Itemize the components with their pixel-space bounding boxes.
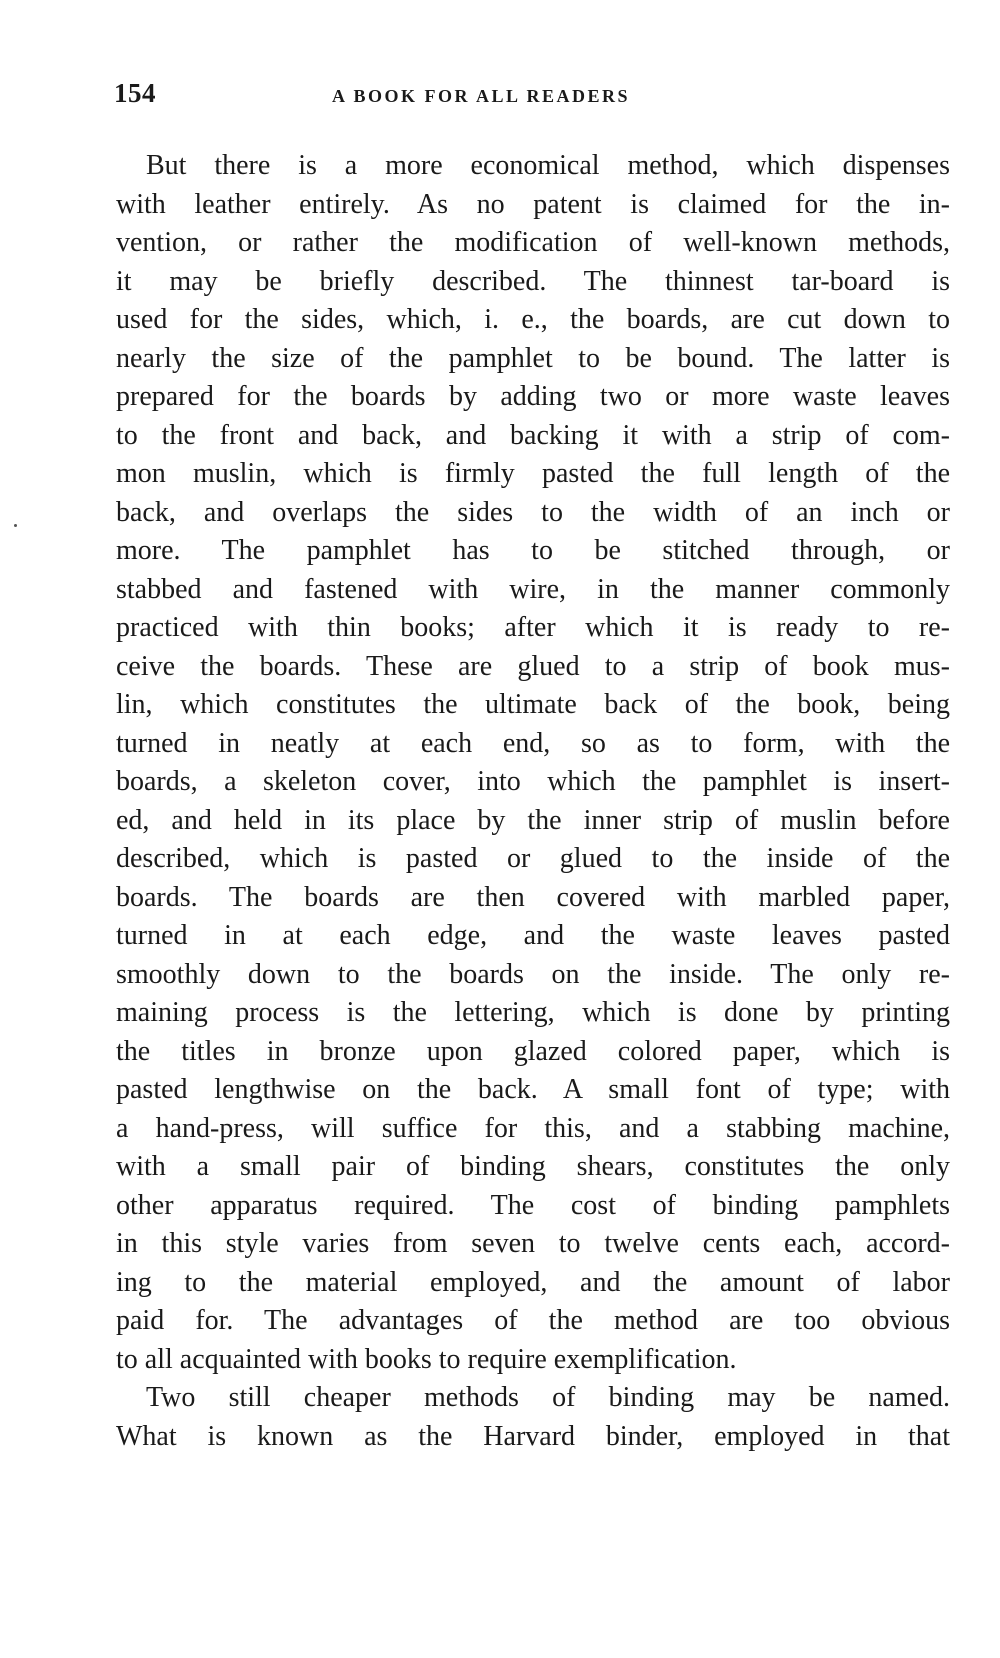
text-line: paid for. The advantages of the method are too obvious — [116, 1305, 950, 1336]
text-line: turned in neatly at each end, so as to form, with the — [116, 727, 950, 759]
text-line: described, which is pasted or glued to the inside of the — [116, 843, 950, 874]
text-line: pasted lengthwise on the back. A small font of type; with — [116, 1074, 950, 1105]
body-text — [116, 147, 950, 1456]
text-line: mon muslin, which is firmly pasted the full length of the — [116, 458, 950, 489]
text-line: stabbed and fastened with wire, in the manner commonly — [116, 573, 950, 605]
text-line: with a small pair of binding shears, constitutes the only — [116, 1151, 950, 1182]
text-line: vention, or rather the modification of well-known methods, — [116, 227, 950, 258]
text-line: with leather entirely. As no patent is claimed for the in- — [116, 188, 950, 220]
text-line: used for the sides, which, i. e., the boards, are cut down to — [116, 304, 950, 335]
text-line: maining process is the lettering, which is done by printing — [116, 997, 950, 1028]
text-line: But there is a more economical method, which dispenses — [146, 150, 950, 181]
text-line: back, and overlaps the sides to the width of an inch or — [116, 496, 950, 528]
running-title: A BOOK FOR ALL READERS — [332, 86, 631, 106]
paper-speck — [14, 524, 17, 527]
text-line: to all acquainted with books to require exemplification. — [116, 1343, 737, 1375]
text-line: in this style varies from seven to twelve cents each, accord- — [116, 1228, 950, 1259]
text-line: boards. The boards are then covered with marbled paper, — [116, 881, 950, 913]
text-line: ceive the boards. These are glued to a strip of book mus- — [116, 650, 950, 682]
text-line: nearly the size of the pamphlet to be bound. The latter is — [116, 342, 950, 374]
text-line: turned in at each edge, and the waste leaves pasted — [116, 920, 950, 951]
text-line: practiced with thin books; after which it is ready to re- — [116, 612, 950, 643]
paragraph-2 — [116, 1379, 950, 1456]
text-line: lin, which constitutes the ultimate back of the book, being — [116, 689, 950, 720]
text-line: other apparatus required. The cost of binding pamphlets — [116, 1189, 950, 1221]
text-line: Two still cheaper methods of binding may be named. — [146, 1382, 950, 1413]
text-line: it may be briefly described. The thinnest tar-board is — [116, 265, 950, 297]
text-line: ed, and held in its place by the inner strip of muslin before — [116, 804, 950, 836]
running-head — [114, 78, 950, 112]
text-line: prepared for the boards by adding two or more waste leaves — [116, 381, 950, 412]
text-line: a hand-press, will suffice for this, and a stabbing machine, — [116, 1112, 950, 1144]
text-line: boards, a skeleton cover, into which the pamphlet is insert- — [116, 766, 950, 797]
paragraph-1 — [116, 147, 950, 1379]
text-line: more. The pamphlet has to be stitched through, or — [116, 535, 950, 566]
text-line: ing to the material employed, and the amount of labor — [116, 1266, 950, 1298]
page-number: 154 — [114, 78, 156, 108]
text-line: What is known as the Harvard binder, employed in that — [116, 1420, 950, 1452]
text-line: to the front and back, and backing it with a strip of com- — [116, 419, 950, 451]
text-line: smoothly down to the boards on the inside. The only re- — [116, 958, 950, 990]
text-line: the titles in bronze upon glazed colored paper, which is — [116, 1035, 950, 1067]
